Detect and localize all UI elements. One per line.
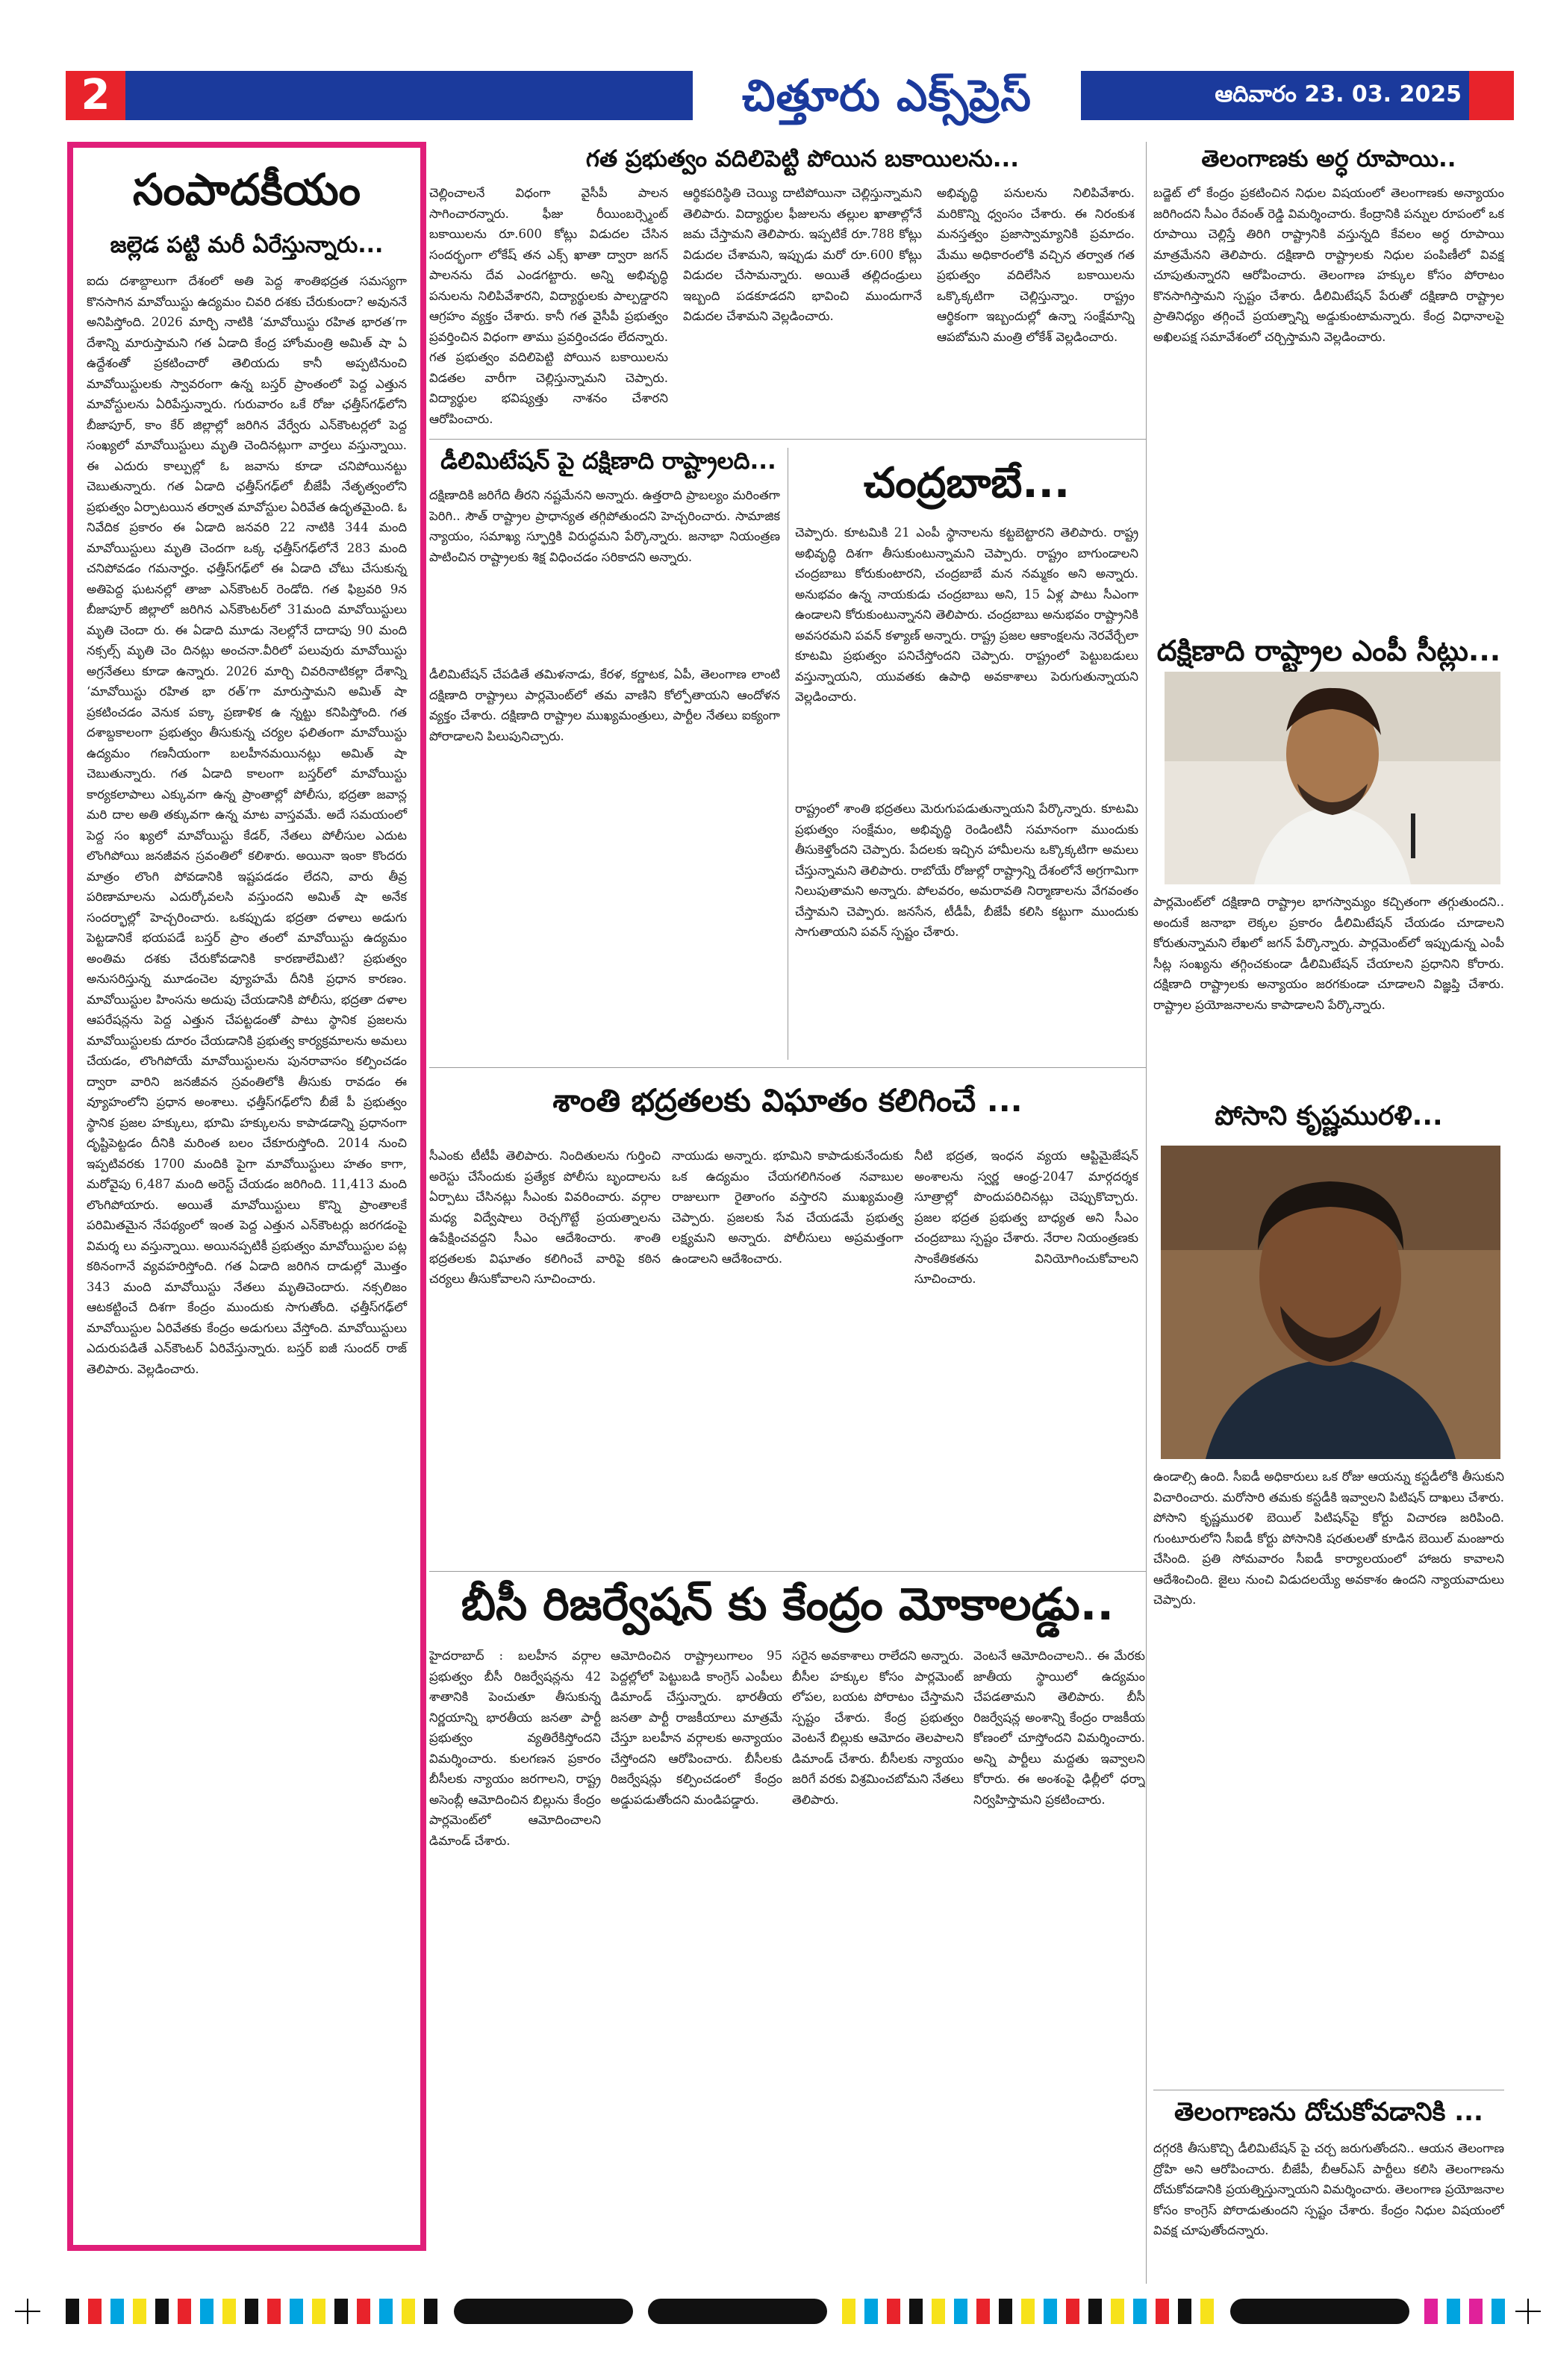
article-delimitation-col1: దక్షిణాదికి జరిగేది తీరని నష్టమేనని అన్నారు. ఉత్తరాది ప్రాబల్యం మరింతగా పెరిగి.. సౌత్ రాష్ట్రాల ప్రాధాన్యత తగ్గిపోతుందని హెచ్చరించారు. సామాజిక న్యాయం, సమాఖ్య స్ఫూర్తికి విరుద్ధమని పేర్కొన్నారు. జనాభా నియంత్రణ పాటించిన రాష్ట్రాలకు శిక్ష విధించడం సరికాదని అన్నారు. — [429, 488, 780, 564]
article-posani: ఉండాల్సి ఉంది. సీఐడీ అధికారులు ఒక రోజు ఆయన్ను కస్టడీలోకి తీసుకుని విచారించారు. మరోసారి తమకు కస్టడీకి ఇవ్వాలని పిటిషన్ దాఖలు చేశారు. పోసాని కృష్ణమురళి బెయిల్ పిటిషన్‌పై కోర్టు విచారణ జరిపింది. గుంటూరులోని సీఐడీ కోర్టు పోసానికి షరతులతో కూడిన బెయిల్ మంజూరు చేసింది. ప్రతి సోమవారం సీఐడీ కార్యాలయంలో హాజరు కావాలని ఆదేశించింది. జైలు నుంచి విడుదలయ్యే అవకాశం ఉందని న్యాయవాదులు చెప్పారు. — [1153, 1469, 1504, 1607]
headline-south-mp-seats: దక్షిణాది రాష్ట్రాల ఎంపీ సీట్లు... — [1156, 634, 1501, 667]
page-number: 2 — [66, 71, 125, 120]
article-chandrababu-col2: రాష్ట్రంలో శాంతి భద్రతలు మెరుగుపడుతున్నాయని పేర్కొన్నారు. కూటమి ప్రభుత్వం సంక్షేమం, అభివృద్ధి రెండింటినీ సమానంగా ముందుకు తీసుకెళ్తోందని చెప్పారు. పేదలకు ఇచ్చిన హామీలను ఒక్కొక్కటిగా అమలు చేస్తున్నామని తెలిపారు. రాబోయే రోజుల్లో రాష్ట్రాన్ని దేశంలోనే అగ్రగామిగా నిలుపుతామని అన్నారు. పోలవరం, అమరావతి నిర్మాణాలను వేగవంతం చేస్తామని చెప్పారు. జనసేన, టీడీపీ, బీజేపీ కలిసి కట్టుగా ముందుకు సాగుతాయని పవన్ స్పష్టం చేశారు. — [795, 802, 1138, 939]
article-pending-dues-col2: ఆర్థికపరిస్థితి చెయ్యి దాటిపోయినా చెల్లిస్తున్నామని తెలిపారు. విద్యార్థుల ఫీజులను తల్లుల ఖాతాల్లోనే జమ చేస్తామని తెలిపారు. ఇప్పటికే రూ.788 కోట్లు విడుదల చేశామని, ఇప్పుడు మరో రూ.600 కోట్లు విడుదల చేసామన్నారు. అయితే తల్లిదండ్రులు ఇబ్బంది పడకూడదని భావించి ముందుగానే విడుదల చేశామని వెల్లడించారు. — [683, 186, 922, 323]
jagan-photo — [1165, 672, 1500, 884]
article-chandrababu-col1: చెప్పారు. కూటమికి 21 ఎంపీ స్థానాలను కట్టబెట్టారని తెలిపారు. రాష్ట్ర అభివృద్ధి దిశగా తీసుకుంటున్నామని చెప్పారు. రాష్ట్రం బాగుండాలని చంద్రబాబు కోరుకుంటారని, చంద్రబాబే మన నమ్మకం అని అన్నారు. అనుభవం ఉన్న నాయకుడు చంద్రబాబు అని, 15 ఏళ్ల పాటు సీఎంగా ఉండాలని కోరుకుంటున్నానని తెలిపారు. చంద్రబాబు అనుభవం రాష్ట్రానికి అవసరమని పవన్ కళ్యాణ్ అన్నారు. రాష్ట్ర ప్రజల ఆకాంక్షలను నెరవేర్చేలా కూటమి ప్రభుత్వం పనిచేస్తోందని చెప్పారు. రాష్ట్రంలో పెట్టుబడులు వస్తున్నాయని, యువతకు ఉపాధి అవకాశాలు పెరుగుతున్నాయని వెల్లడించారు. — [795, 525, 1138, 704]
article-delimitation-col2: డీలిమిటేషన్ చేపడితే తమిళనాడు, కేరళ, కర్ణాటక, ఏపీ, తెలంగాణ లాంటి దక్షిణాది రాష్ట్రాలు పార్లమెంట్‌లో తమ వాణిని కోల్పోతాయని ఆందోళన వ్యక్తం చేశారు. దక్షిణాది రాష్ట్రాల ముఖ్యమంత్రులు, పార్టీల నేతలు ఐక్యంగా పోరాడాలని పిలుపునిచ్చారు. — [429, 667, 780, 743]
masthead-end-block — [1469, 71, 1514, 120]
divider — [429, 1571, 1146, 1572]
article-telangana-loot: దగ్గరకి తీసుకొచ్చి డీలిమిటేషన్ పై చర్చ జరుగుతోందని.. ఆయన తెలంగాణ ద్రోహి అని ఆరోపించారు. బీజేపీ, బీఆర్ఎస్ పార్టీలు కలిసి తెలంగాణను దోచుకోవడానికి ప్రయత్నిస్తున్నాయని విమర్శించారు. తెలంగాణ ప్రయోజనాల కోసం కాంగ్రెస్ పోరాడుతుందని స్పష్టం చేశారు. కేంద్రం నిధుల విషయంలో వివక్ష చూపుతోందన్నారు. — [1153, 2141, 1504, 2237]
headline-telangana-half-rupee: తెలంగాణకు అర్ధ రూపాయి.. — [1201, 146, 1456, 172]
divider — [429, 439, 1146, 440]
paper-logo — [693, 63, 1081, 128]
registration-mark-icon — [1515, 2299, 1541, 2324]
issue-date: ఆదివారం 23. 03. 2025 — [1215, 81, 1462, 107]
headline-law-and-order: శాంతి భద్రతలకు విఘాతం కలిగించే ... — [552, 1082, 1023, 1119]
divider — [429, 1067, 1146, 1068]
editorial-box — [67, 142, 426, 2251]
headline-bc-reservation: బీసీ రిజర్వేషన్ కు కేంద్రం మోకాలడ్డు.. — [461, 1578, 1115, 1631]
headline-pending-dues: గత ప్రభుత్వం వదిలిపెట్టి పోయిన బకాయిలను... — [585, 146, 1020, 172]
print-registration-strip — [66, 2299, 1514, 2324]
article-law-order-col2: నాయుడు అన్నారు. భూమిని కాపాడుకునేందుకు ఒక ఉద్యమం చేయగలిగినంత నవాబుల రాజులుగా రైతాంగం వస్తారని ముఖ్యమంత్రి చెప్పారు. ప్రజలకు సేవ చేయడమే ప్రభుత్వ లక్ష్యమని అన్నారు. పోలీసులు అప్రమత్తంగా ఉండాలని ఆదేశించారు. — [672, 1149, 903, 1266]
headline-telangana-loot: తెలంగాణను దోచుకోవడానికి ... — [1174, 2097, 1483, 2127]
article-bc-col2: ఆమోదించిన రాష్ట్రాలుగాలం 95 పెద్దల్లోలో పెట్టుబడి కాంగ్రెస్ ఎంపీలు డిమాండ్ చేస్తున్నారు. భారతీయ జనతా పార్టీ రాజకీయాలు మాత్రమే చేస్తూ బలహీన వర్గాలకు అన్యాయం చేస్తోందని ఆరోపించారు. బీసీలకు రిజర్వేషన్లు కల్పించడంలో కేంద్రం అడ్డుపడుతోందని మండిపడ్డారు. — [611, 1649, 782, 1807]
article-south-mp-seats: పార్లమెంట్‌లో దక్షిణాది రాష్ట్రాల భాగస్వామ్యం కచ్చితంగా తగ్గుతుందని.. అందుకే జనాభా లెక్కల ప్రకారం డీలిమిటేషన్ చేయడం చూడాలని కోరుతున్నామని లేఖలో జగన్ పేర్కొన్నారు. పార్లమెంట్‌లో ఇప్పుడున్న ఎంపీ సీట్ల సంఖ్యను తగ్గించకుండా డీలిమిటేషన్ చేయాలని ప్రధానిని కోరారు. దక్షిణాది రాష్ట్రాలకు అన్యాయం జరగకుండా చూడాలని విజ్ఞప్తి చేశారు. రాష్ట్రాల ప్రయోజనాలను కాపాడాలని పేర్కొన్నారు. — [1153, 895, 1504, 1012]
headline-chandrababu: చంద్రబాబే... — [863, 459, 1070, 507]
headline-posani: పోసాని కృష్ణమురళి... — [1215, 1101, 1443, 1131]
article-pending-dues-col1: చెల్లించాలనే విధంగా వైసీపీ పాలన సాగించారన్నారు. ఫీజు రీయింబర్స్మెంట్ బకాయిలను రూ.600 కోట్లు విడుదల చేసిన సందర్భంగా లోకేష్ తన ఎక్స్ ఖాతా ద్వారా జగన్ పాలనను దేవ ఎండగట్టారు. అన్ని అభివృద్ధి పనులను నిలిపివేశారని, విద్యార్థులకు పాల్పడ్డారని ఆగ్రహం వ్యక్తం చేశారు. కానీ గత వైసీపీ ప్రభుత్వం ప్రవర్తించిన విధంగా తాము ప్రవర్తించడం లేదన్నారు. గత ప్రభుత్వం వదిలిపెట్టి పోయిన బకాయిలను విడతల వారీగా చెల్లిస్తున్నామని చెప్పారు. విద్యార్థుల భవిష్యత్తు నాశనం చేశారని ఆరోపించారు. — [429, 186, 668, 426]
editorial-body: ఐదు దశాబ్దాలుగా దేశంలో అతి పెద్ద శాంతిభద్రత సమస్యగా కొనసాగిన మావోయిస్టు ఉద్యమం చివరి దశకు చేరుకుందా? అవుననే అనిపిస్తోంది. 2026 మార్చి నాటికి ‘మావోయిస్టు రహిత భారత’గా దేశాన్ని మారుస్తామని గత ఏడాది కేంద్ర హోంమంత్రి అమిత్ షా ఏ ఉద్దేశంతో ప్రకటించారో తెలియదు కానీ అప్పటినుంచి మావోయిస్టులకు స్వావరంగా ఉన్న బస్తర్ ప్రాంతంలో పెద్ద ఎత్తున మావోస్టులను ఏరిపేస్తున్నారు. గురువారం ఒకే రోజు ఛత్తీస్‌గఢ్‌లోని బీజాపూర్, కాం కేర్ జిల్లాల్లో జరిగిన వేర్వేరు ఎన్‌కౌంటర్లలో పెద్ద సంఖ్యలో మావోయిస్టులు మృతి చెందినట్లుగా వార్తలు వస్తున్నాయి. ఈ ఎదురు కాల్పుల్లో ఓ జవాను కూడా చనిపోయినట్టు చెబుతున్నారు. గత ఏడాది ఛత్తీస్‌గఢ్‌లో బీజేపీ నేతృత్వంలోని ప్రభుత్వం ఏర్పాటయిన తర్వాత మావోస్టుల ఏరివేత ఉదృతమైంది. ఓ నివేదిక ప్రకారం ఈ ఏడాది జనవరి 22 నాటికి 344 మంది మావోయిస్టులు మృతి చెందగా ఒక్క ఛత్తీస్‌గఢ్‌లోనే 283 మంది చనిపోవడం గమనార్హం. ఛత్తీస్‌గఢ్‌లో ఈ ఏడాది చోటు చేసుకున్న అతిపెద్ద ఘటనల్లో తాజా ఎన్‌కౌంటర్ రెండోది. గత ఫిబ్రవరి 9న బీజాపూర్ జిల్లాలో జరిగిన ఎన్‌కౌంటర్‌లో 31మంది మావోయిస్టులు మృతి చెందా రు. ఈ ఏడాది మూడు నెలల్లోనే దాదాపు 90 మంది నక్సల్స్ మృతి చెం దినట్లు అంచనా.వీరిలో పలువురు మావోయిస్టు అగ్రనేతలు కూడా ఉన్నారు. 2026 మార్చి చివరినాటికల్లా దేశాన్ని ‘మావోయిస్టు రహిత భా రత్’గా మారుస్తామని అమిత్ షా ప్రకటించడం వెనుక పక్కా ప్రణాళిక ఉ న్నట్టు కనిపిస్తోంది. గత దశాబ్దకాలంగా ప్రభుత్వం తీసుకున్న చర్యల ఫలితంగా మావోయిస్టు ఉద్యమం గణనీయంగా బలహీనమయినట్లు అమిత్ షా చెబుతున్నారు. గత ఏడాది కాలంగా బస్తర్‌లో మావోయిస్టు కార్యకలాపాలు ఎక్కువగా ఉన్న ప్రాంతాల్లో పోలీసు, భద్రతా జవాన్ల మరి దాల అతి తక్కువగా ఉన్న మాట వాస్తవమే. అదే సమయంలో పెద్ద సం ఖ్యలో మావోయిస్టు కేడర్, నేతలు పోలీసుల ఎదుట లొంగిపోయి జనజీవన స్రవంతిలో కలిశారు. అయినా ఇంకా కొందరు మాత్రం లొంగి పోవడానికి ఇష్టపడడం లేదని, వారు తీవ్ర పరిణామాలను ఎదుర్కోవలసి వస్తుందని అమిత్ షా అనేక సందర్భాల్లో హెచ్చరించారు. ఒకప్పుడు భద్రతా దళాలు అడుగు పెట్టడానికే భయపడే బస్తర్ ప్రాం తంలో మావోయిస్టు ఉద్యమం అంతిమ దశకు చేరుకోవడానికి కారణాలేమిటి? ప్రభుత్వం అనుసరిస్తున్న మూడంచెల వ్యూహమే దీనికి ప్రధాన కారణం. మావోయిస్టుల హింసను అదుపు చేయడానికి పోలీసు, భద్రతా దళాల ఆపరేషన్లను పెద్ద ఎత్తున చేపట్టడంతో పాటు స్థానిక ప్రజలను మావోయిస్టులకు దూరం చేయడానికి ప్రభుత్వ కార్యక్రమాలను అమలు చేయడం, లొంగిపోయే మావోయిస్టులను పునరావాసం కల్పించడం ద్వారా వారిని జనజీవన స్రవంతిలోకి తీసుకు రావడం ఈ వ్యూహంలోని ప్రధాన అంశాలు. ఛత్తీస్‌గఢ్‌లోని బీజే పీ ప్రభుత్వం స్థానిక ప్రజల హక్కులు, భూమి హక్కులను కాపాడడాన్ని ప్రధానంగా దృష్టిపెట్టడం దీనికి మరింత బలం చేకూరుస్తోంది. 2014 నుంచి ఇప్పటివరకు 1700 మందికి పైగా మావోయిస్టులు హతం కాగా, మరోవైపు 6,487 మంది అరెస్ట్ చేయడం జరిగింది. 11,413 మంది లొంగిపోయారు. అయితే మావోయిస్టులు కొన్ని ప్రాంతాలకే పరిమితమైన నేపథ్యంలో ఇంత పెద్ద ఎత్తున ఎన్‌కౌంటర్లు జరగడంపై విమర్శ లు వస్తున్నాయి. అయినప్పటికీ ప్రభుత్వం మావోయిస్టుల పట్ల కఠినంగానే వ్యవహరిస్తోంది. గత ఏడాది జరిగిన దాడుల్లో మొత్తం 343 మంది మావోయిస్టు నేతలు మృతిచెందారు. నక్సలిజం ఆటకట్టించే దిశగా కేంద్రం ముందుకు సాగుతోంది. ఛత్తీస్‌గఢ్‌లో మావోయిస్టుల ఏరివేతకు కేంద్రం అడుగులు వేస్తోంది. మావోయిస్టులు ఎదురుపడితే ఎన్‌కౌంటర్ ఏరివేస్తున్నారు. బస్తర్ ఐజీ సుందర్ రాజ్ తెలిపారు. వెల్లడించారు. — [87, 274, 407, 1376]
article-telangana-half-rupee: బడ్జెట్ లో కేంద్రం ప్రకటించిన నిధుల విషయంలో తెలంగాణకు అన్యాయం జరిగిందని సీఎం రేవంత్ రెడ్డి విమర్శించారు. కేంద్రానికి పన్నుల రూపంలో ఒక రూపాయి చెల్లిస్తే తిరిగి రాష్ట్రానికి వస్తున్నది కేవలం అర్ధ రూపాయి మాత్రమేనని తెలిపారు. దక్షిణాది రాష్ట్రాలకు నిధుల పంపిణీలో వివక్ష చూపుతున్నారని ఆరోపించారు. తెలంగాణ హక్కుల కోసం పోరాటం కొనసాగిస్తామని స్పష్టం చేశారు. డీలిమిటేషన్ పేరుతో దక్షిణాది రాష్ట్రాల ప్రాతినిధ్యం తగ్గించే ప్రయత్నాన్ని అడ్డుకుంటామన్నారు. కేంద్ర విధానాలపై అఖిలపక్ష సమావేశంలో చర్చిస్తామని వెల్లడించారు. — [1153, 186, 1504, 344]
article-law-order-col1: సీఎంకు టీటీపీ తెలిపారు. నిందితులను గుర్తించి అరెస్టు చేసేందుకు ప్రత్యేక పోలీసు బృందాలను ఏర్పాటు చేసినట్లు సీఎంకు వివరించారు. వర్గాల మధ్య విద్వేషాలు రెచ్చగొట్టే ప్రయత్నాలను ఉపేక్షించవద్దని సీఎం ఆదేశించారు. శాంతి భద్రతలకు విఘాతం కలిగించే వారిపై కఠిన చర్యలు తీసుకోవాలని సూచించారు. — [429, 1149, 661, 1286]
masthead — [66, 71, 1514, 120]
paper-name: చిత్తూరు ఎక్స్‌ప్రెస్ — [742, 70, 1032, 121]
article-law-order-col3: నీటి భద్రత, ఇంధన వ్యయ ఆప్టిమైజేషన్ అంశాలను స్వర్ణ ఆంధ్ర-2047 మార్గదర్శక సూత్రాల్లో పొందుపరిచినట్లు చెప్పుకొచ్చారు. ప్రజల భద్రత ప్రభుత్వ బాధ్యత అని సీఎం చంద్రబాబు స్పష్టం చేశారు. నేరాల నియంత్రణకు సాంకేతికతను వినియోగించుకోవాలని సూచించారు. — [914, 1149, 1138, 1286]
registration-mark-icon — [15, 2299, 40, 2324]
editorial-subtitle: జల్లెడ పట్టి మరీ ఏరేస్తున్నారు... — [110, 232, 384, 258]
person-portrait-icon — [1161, 1146, 1500, 1459]
article-bc-col3: సరైన అవకాశాలు రాలేదని అన్నారు. బీసీల హక్కుల కోసం పార్లమెంట్ లోపల, బయట పోరాటం చేస్తామని స్పష్టం చేశారు. కేంద్ర ప్రభుత్వం వెంటనే బిల్లుకు ఆమోదం తెలపాలని డిమాండ్ చేశారు. బీసీలకు న్యాయం జరిగే వరకు విశ్రమించబోమని నేతలు తెలిపారు. — [792, 1649, 964, 1807]
article-bc-col1: హైదరాబాద్ : బలహీన వర్గాల ప్రభుత్వం బీసీ రిజర్వేషన్లను 42 శాతానికి పెంచుతూ తీసుకున్న నిర్ణయాన్ని భారతీయ జనతా పార్టీ ప్రభుత్వం వ్యతిరేకిస్తోందని విమర్శించారు. కులగణన ప్రకారం బీసీలకు న్యాయం జరగాలని, రాష్ట్ర అసెంబ్లీ ఆమోదించిన బిల్లును కేంద్రం పార్లమెంట్‌లో ఆమోదించాలని డిమాండ్ చేశారు. — [429, 1649, 601, 1848]
headline-delimitation-south: డీలిమిటేషన్ పై దక్షిణాది రాష్ట్రాలది... — [440, 448, 776, 475]
person-portrait-icon — [1165, 672, 1500, 884]
article-pending-dues-col3: అభివృద్ధి పనులను నిలిపివేశారు. మరికొన్ని ధ్వంసం చేశారు. ఈ నిరంకుశ మనస్తత్వం ప్రజాస్వామ్యానికి ప్రమాదం. మేము అధికారంలోకి వచ్చిన తర్వాత గత ప్రభుత్వం వదిలేసిన బకాయిలను ఒక్కొక్కటిగా చెల్లిస్తున్నాం. రాష్ట్రం ఆర్థికంగా ఇబ్బందుల్లో ఉన్నా సంక్షేమాన్ని ఆపబోమని మంత్రి లోకేశ్ వెల్లడించారు. — [937, 186, 1135, 344]
posani-photo — [1161, 1146, 1500, 1459]
column-rule — [1146, 142, 1147, 2284]
article-bc-col4: వెంటనే ఆమోదించాలని.. ఈ మేరకు జాతీయ స్థాయిలో ఉద్యమం చేపడతామని తెలిపారు. బీసీ రిజర్వేషన్ల అంశాన్ని కేంద్రం రాజకీయ కోణంలో చూస్తోందని విమర్శించారు. అన్ని పార్టీలు మద్దతు ఇవ్వాలని కోరారు. ఈ అంశంపై ఢిల్లీలో ధర్నా నిర్వహిస్తామని ప్రకటించారు. — [973, 1649, 1145, 1807]
editorial-title: సంపాదకీయం — [132, 164, 361, 215]
